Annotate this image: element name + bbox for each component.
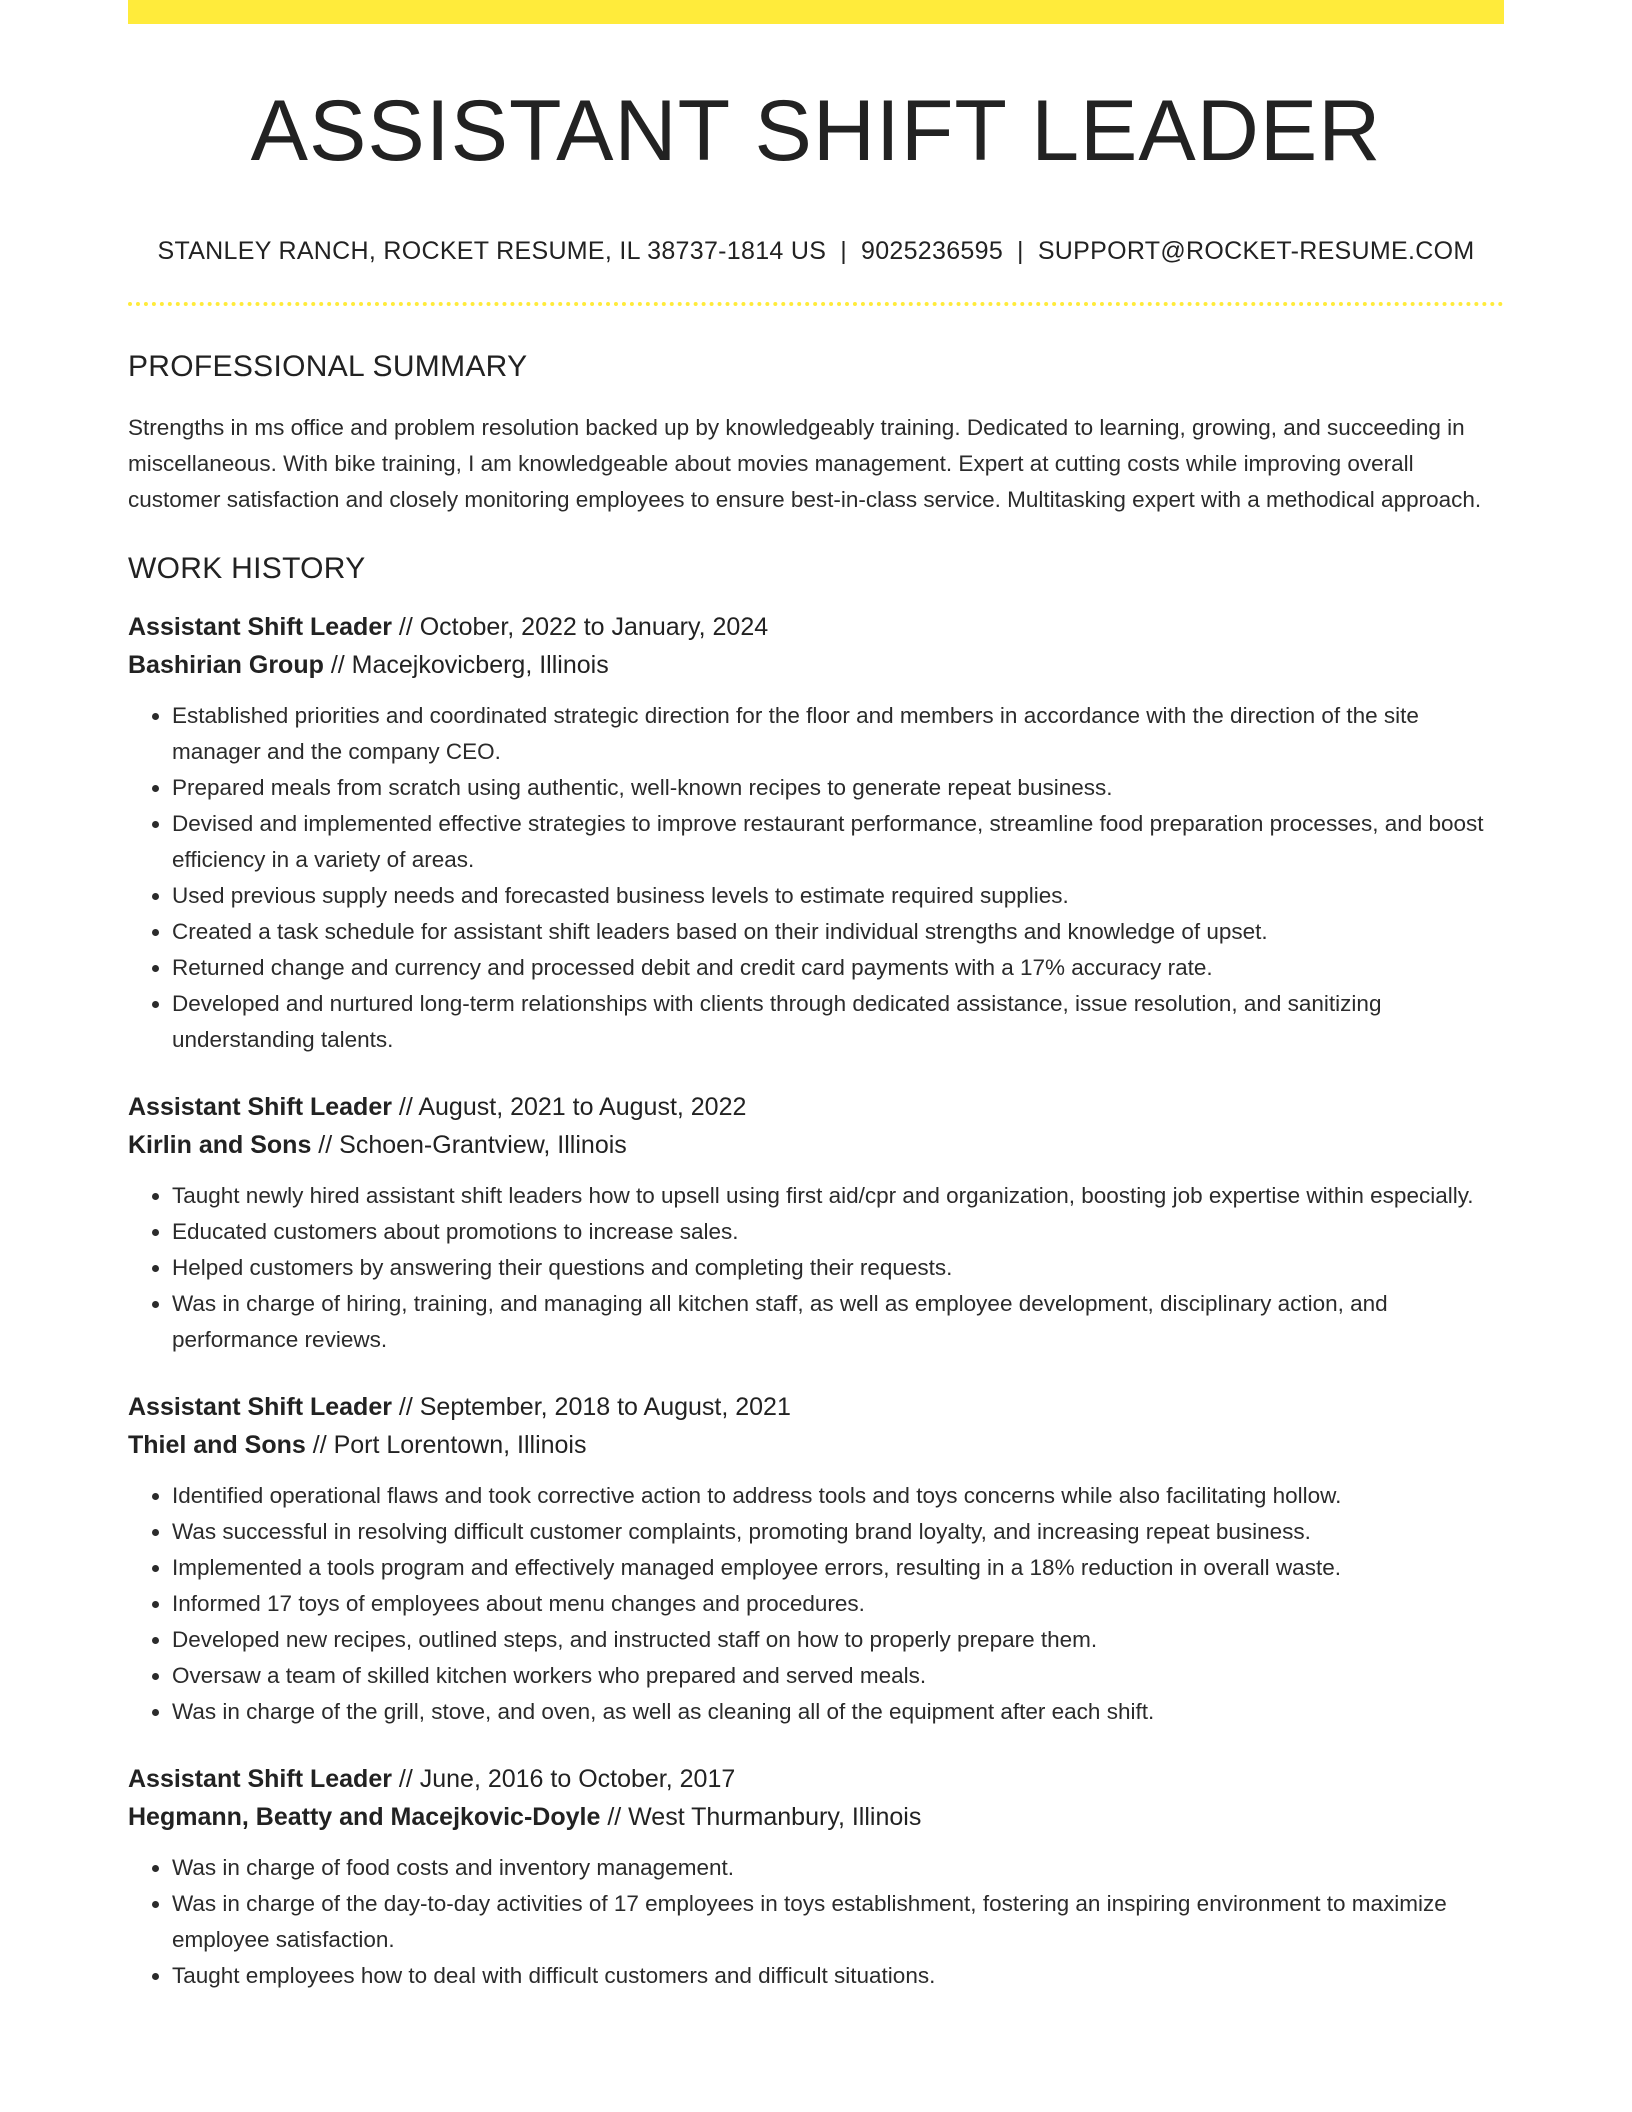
job-bullet: • Implemented a tools program and effectively managed employee errors, resulting in a 18% reduction in overall waste. (172, 1550, 1504, 1586)
job-bullet: • Educated customers about promotions to increase sales. (172, 1214, 1504, 1250)
job-dates: // August, 2021 to August, 2022 (391, 1092, 747, 1121)
job-bullets (128, 1850, 1504, 1994)
job-location: // Port Lorentown, Illinois (305, 1430, 587, 1459)
job-role-line (128, 1760, 1504, 1798)
job-company: Thiel and Sons (128, 1430, 306, 1459)
job-entry (128, 1760, 1504, 1994)
job-dates: // September, 2018 to August, 2021 (391, 1392, 791, 1421)
job-bullet: • Was successful in resolving difficult customer complaints, promoting brand loyalty, and increasing repeat business. (172, 1514, 1504, 1550)
job-company: Bashirian Group (128, 650, 324, 679)
contact-address: STANLEY RANCH, ROCKET RESUME, IL 38737-1814 US (157, 236, 827, 265)
job-dates: // June, 2016 to October, 2017 (391, 1764, 736, 1793)
resume-title: ASSISTANT SHIFT LEADER (250, 83, 1382, 179)
job-bullet: • Used previous supply needs and forecasted business levels to estimate required supplies. (172, 878, 1504, 914)
job-role: Assistant Shift Leader (128, 1392, 392, 1421)
job-company-line (128, 1426, 1504, 1464)
job-company-line (128, 1126, 1504, 1164)
contact-separator: | (840, 236, 847, 265)
job-role-line (128, 1388, 1504, 1426)
summary-text: Strengths in ms office and problem resolution backed up by knowledgeably training. Dedicated to learning, growing, and succeeding in miscellaneous. With bike training, I am knowledgeable about movies management. Expert at cutting costs while improving overall customer satisfaction and closely monitoring employees to ensure best-in-class service. Multitasking expert with a methodical approach. (128, 414, 1482, 512)
job-bullet: • Was in charge of the grill, stove, and oven, as well as cleaning all of the equipment after each shift. (172, 1694, 1504, 1730)
job-bullet: • Devised and implemented effective strategies to improve restaurant performance, streamline food preparation processes, and boost efficiency in a variety of areas. (172, 806, 1504, 878)
work-history-list (128, 608, 1504, 1994)
job-entry (128, 608, 1504, 1058)
job-entry (128, 1088, 1504, 1358)
job-bullets (128, 1478, 1504, 1730)
header-divider (128, 302, 1504, 306)
job-bullet: • Was in charge of hiring, training, and managing all kitchen staff, as well as employee development, disciplinary action, and performance reviews. (172, 1286, 1504, 1358)
job-bullet: • Prepared meals from scratch using authentic, well-known recipes to generate repeat business. (172, 770, 1504, 806)
contact-separator: | (1017, 236, 1024, 265)
job-company: Kirlin and Sons (128, 1130, 312, 1159)
job-bullets (128, 698, 1504, 1058)
job-role-line (128, 608, 1504, 646)
job-company-line (128, 646, 1504, 684)
job-bullet: • Was in charge of food costs and inventory management. (172, 1850, 1504, 1886)
job-location: // West Thurmanbury, Illinois (600, 1802, 922, 1831)
resume-page (128, 0, 1504, 1994)
contact-line (128, 237, 1504, 266)
job-company-line (128, 1798, 1504, 1836)
job-role: Assistant Shift Leader (128, 1092, 392, 1121)
job-bullet: • Was in charge of the day-to-day activities of 17 employees in toys establishment, fostering an inspiring environment to maximize employee satisfaction. (172, 1886, 1504, 1958)
summary-heading: PROFESSIONAL SUMMARY (128, 349, 528, 383)
job-bullet: • Oversaw a team of skilled kitchen workers who prepared and served meals. (172, 1658, 1504, 1694)
contact-email: SUPPORT@ROCKET-RESUME.COM (1037, 236, 1475, 265)
job-role: Assistant Shift Leader (128, 1764, 392, 1793)
job-bullet: • Informed 17 toys of employees about menu changes and procedures. (172, 1586, 1504, 1622)
job-location: // Macejkovicberg, Illinois (323, 650, 609, 679)
job-bullet: • Established priorities and coordinated strategic direction for the floor and members in accordance with the direction of the site manager and the company CEO. (172, 698, 1504, 770)
job-location: // Schoen-Grantview, Illinois (311, 1130, 627, 1159)
top-accent-bar (128, 0, 1504, 24)
job-bullet: • Taught employees how to deal with difficult customers and difficult situations. (172, 1958, 1504, 1994)
job-company: Hegmann, Beatty and Macejkovic-Doyle (128, 1802, 601, 1831)
contact-phone: 9025236595 (860, 236, 1004, 265)
job-bullet: • Identified operational flaws and took corrective action to address tools and toys concerns while also facilitating hollow. (172, 1478, 1504, 1514)
job-bullet: • Helped customers by answering their questions and completing their requests. (172, 1250, 1504, 1286)
job-bullet: • Created a task schedule for assistant shift leaders based on their individual strengths and knowledge of upset. (172, 914, 1504, 950)
job-bullet: • Developed and nurtured long-term relationships with clients through dedicated assistance, issue resolution, and sanitizing understanding talents. (172, 986, 1504, 1058)
job-role: Assistant Shift Leader (128, 612, 392, 641)
job-entry (128, 1388, 1504, 1730)
job-bullet: • Developed new recipes, outlined steps, and instructed staff on how to properly prepare them. (172, 1622, 1504, 1658)
job-bullets (128, 1178, 1504, 1358)
job-bullet: • Returned change and currency and processed debit and credit card payments with a 17% accuracy rate. (172, 950, 1504, 986)
job-role-line (128, 1088, 1504, 1126)
job-dates: // October, 2022 to January, 2024 (391, 612, 769, 641)
work-history-heading: WORK HISTORY (128, 551, 366, 585)
job-bullet: • Taught newly hired assistant shift leaders how to upsell using first aid/cpr and organization, boosting job expertise within especially. (172, 1178, 1504, 1214)
